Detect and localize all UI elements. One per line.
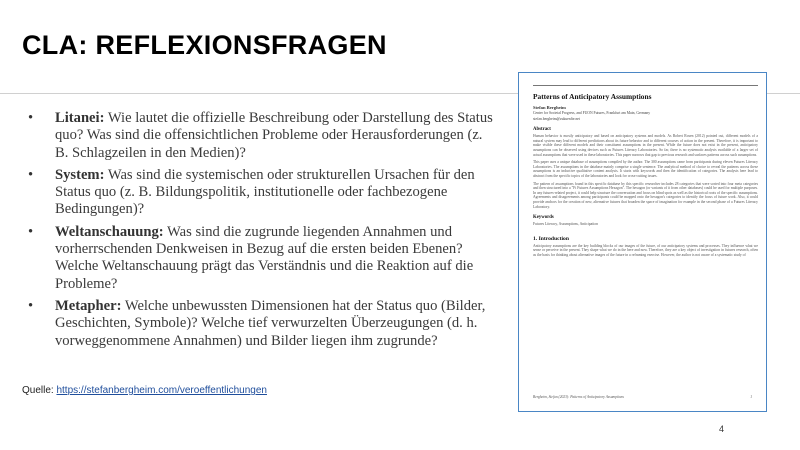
bullet-text: Wie lautet die offizielle Beschreibung oder Darstellung des Status quo? Was sind die offensichtlichen Probleme oder Herausforderungen (z. B. Schlagzeilen in den Medien)? bbox=[55, 110, 493, 161]
paper-abstract-heading: Abstract bbox=[533, 127, 551, 133]
paper-thumbnail bbox=[518, 72, 767, 412]
bullet-dot: • bbox=[28, 223, 34, 240]
paper-author: Stefan Bergheim bbox=[533, 105, 566, 110]
paper-abstract-paragraph: Human behavior is mostly anticipatory and based on anticipatory systems and models. As Robert Rosen (2012) pointed out, different models of a natural system may lead to different predictions about its future behavior and to different courses of action in the present. Therefore, it is important to make visible these different models and their constituent assumptions in the present. While the future does not exist in the present, anticipatory assumptions can be observed using devices such as Futures Literacy Laboratories. So far, there is no systematic analysis available of a larger set of actual assumptions that were used in these laboratories. This paper narrows that gap to previous research and surfaces patterns across such assumptions. bbox=[533, 134, 758, 157]
slide-title: CLA: REFLEXIONSFRAGEN bbox=[22, 30, 387, 60]
paper-footer-citation: Bergheim, Stefan (2023): Patterns of Anticipatory Assumptions bbox=[533, 395, 624, 399]
bullet-text: Was sind die zugrunde liegenden Annahmen und vorherrschenden Denkweisen in Bezug auf die ersten beiden Ebenen? Welche Weltanschauung prägt das Verständnis und die Reaktion auf die Probleme? bbox=[55, 223, 474, 292]
paper-footer-page: 1 bbox=[750, 395, 752, 399]
bullet-dot: • bbox=[28, 166, 34, 183]
question-list bbox=[28, 110, 498, 355]
bullet-term: Litanei: bbox=[55, 110, 105, 126]
paper-title: Patterns of Anticipatory Assumptions bbox=[533, 92, 652, 101]
bullet-term: Weltanschauung: bbox=[55, 223, 164, 240]
paper-top-rule bbox=[533, 85, 758, 86]
page-number: 4 bbox=[718, 424, 724, 434]
bullet-system bbox=[28, 167, 498, 219]
paper-email: stefan.bergheim@zukuenfte.net bbox=[533, 116, 580, 121]
bullet-text: Was sind die systemischen oder strukturellen Ursachen für den Status quo (z. B. Bildungspolitik, institutionelle oder fachbezogene Bedingungen)? bbox=[55, 166, 475, 218]
bullet-term: Metapher: bbox=[55, 297, 122, 314]
paper-intro-heading: 1. Introduction bbox=[533, 235, 569, 242]
paper-intro-text: Anticipatory assumptions are the key building blocks of our images of the future, of our anticipatory systems and processes. They influence what we sense or perceive in the present. They shape what we do in the here and now. Therefore, they are a key object of investigation in futures research, often as the basis for thinking about alternative images of the future in a reframing exercise. However, the author is not aware of a systematic study of bbox=[533, 243, 758, 257]
bullet-text: Welche unbewussten Dimensionen hat der Status quo (Bilder, Geschichten, Symbole)? Welche tief verwurzelten Überzeugungen (d. h. vorweggenommene Annahmen) und Bilder liegen ihm zugrunde? bbox=[55, 297, 486, 349]
bullet-dot: • bbox=[28, 297, 34, 314]
paper-abstract-paragraph: This paper uses a unique database of assumptions compiled by the author. The 300 assumptions came from participants during eleven Futures Literacy Laboratories. The assumptions in the database mainly comprise a single sentence. The analytical method of choice to reveal the patterns across these assumptions is an inductive qualitative content analysis. It starts with keywords and then the identification of categories. The analysis here lead to abstract from the specific topics of the laboratories and look for cross-cutting issues. bbox=[533, 160, 758, 178]
bullet-weltanschauung bbox=[28, 224, 498, 293]
bullet-litanei bbox=[28, 110, 498, 162]
paper-page bbox=[533, 85, 758, 260]
paper-keywords: Futures Literacy, Assumptions, Anticipation bbox=[533, 222, 599, 227]
bullet-metapher bbox=[28, 298, 498, 350]
paper-keywords-heading: Keywords bbox=[533, 215, 554, 221]
paper-footer bbox=[533, 395, 752, 399]
paper-abstract-paragraph: The pattern of assumptions found in this specific database by this specific researcher includes 28 categories that were sorted into four meta categories and then structured into a "Fi Futures Assumptions Hexagon". The hexagon (or variants of it from other databases) could be used for multiple purposes. In any futures-related project, it could help structure the conversation and focus on blind spots as well as the historical roots of the specific assumptions. Agreements and disagreements among participants could be mapped onto the hexagon's categories to identify the focus of future work. Also, it could provide anchors for the creation of new, alternative futures that broaden the space of imagination for example in the second phase of a Futures Literacy Laboratory. bbox=[533, 181, 758, 209]
paper-affiliation: Center for Societal Progress, and FUON Futures, Frankfurt am Main, Germany bbox=[533, 111, 651, 115]
bullet-dot: • bbox=[28, 110, 34, 126]
source-label: Quelle: bbox=[22, 385, 54, 396]
bullet-term: System: bbox=[55, 166, 105, 183]
source-link[interactable]: https://stefanbergheim.com/veroeffentlichungen bbox=[56, 385, 267, 396]
source-line bbox=[22, 385, 267, 396]
